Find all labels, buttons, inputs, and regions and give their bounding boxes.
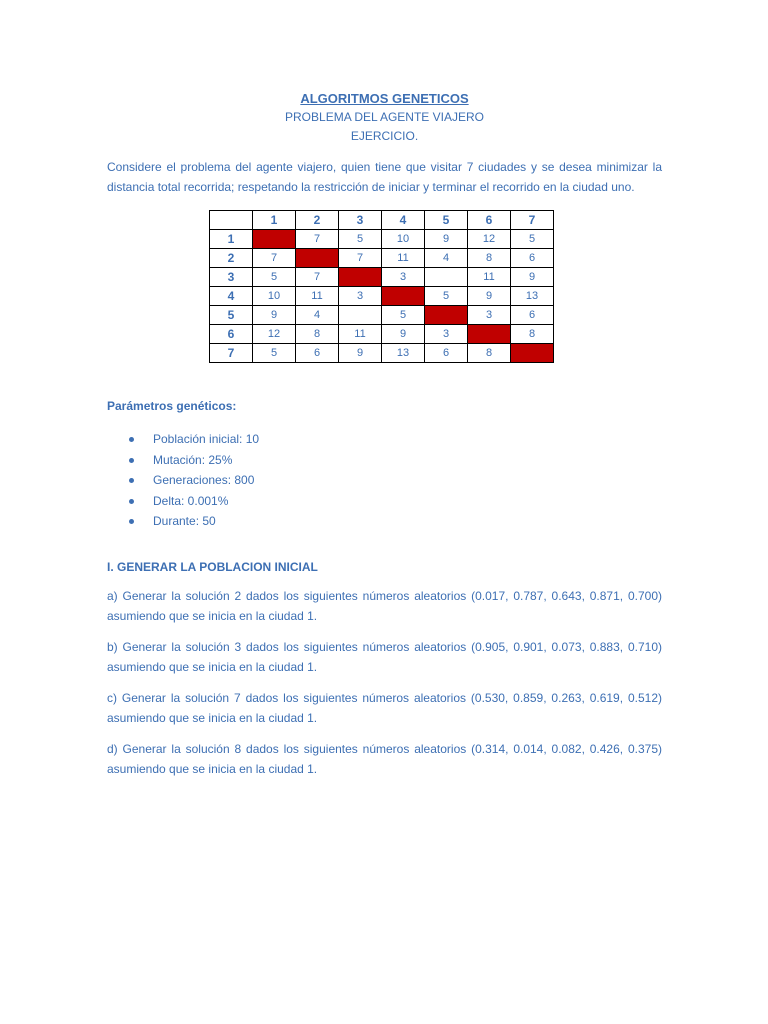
row-header: 6 [210,325,253,344]
table-cell: 9 [253,306,296,325]
table-cell: 5 [382,306,425,325]
table-cell: 3 [382,268,425,287]
table-cell: 11 [296,287,339,306]
document-subtitle: PROBLEMA DEL AGENTE VIAJERO [285,110,484,124]
row-header: 5 [210,306,253,325]
question-d: d) Generar la solución 8 dados los siguientes números aleatorios (0.314, 0.014, 0.082, 0.426, 0.375) asumiendo que se inicia en la ciudad 1. [107,741,662,776]
column-header: 7 [511,211,554,230]
list-item: Generaciones: 800 [129,470,662,491]
distance-table [209,210,554,363]
table-cell: 9 [382,325,425,344]
table-cell: 8 [468,344,511,363]
column-header: 6 [468,211,511,230]
column-header: 5 [425,211,468,230]
table-cell: 11 [382,249,425,268]
diagonal-cell [339,268,382,287]
params-list [129,429,662,532]
table-cell [425,268,468,287]
diagonal-cell [253,230,296,249]
column-header: 2 [296,211,339,230]
table-cell [339,306,382,325]
list-item: Mutación: 25% [129,450,662,471]
table-row [210,325,554,344]
table-cell: 11 [339,325,382,344]
table-cell: 3 [468,306,511,325]
table-row [210,249,554,268]
table-cell: 4 [296,306,339,325]
table-cell: 8 [468,249,511,268]
table-cell: 7 [253,249,296,268]
table-cell: 11 [468,268,511,287]
intro-paragraph: Considere el problema del agente viajero, quien tiene que visitar 7 ciudades y se desea minimizar la distancia total recorrida; respetando la restricción de iniciar y terminar el recorrido en la ciudad uno. [107,160,662,194]
table-header-row [210,211,554,230]
table-cell: 9 [511,268,554,287]
table-cell: 9 [425,230,468,249]
diagonal-cell [425,306,468,325]
table-cell: 9 [468,287,511,306]
table-cell: 3 [339,287,382,306]
table-cell: 13 [382,344,425,363]
table-cell: 6 [511,249,554,268]
diagonal-cell [468,325,511,344]
table-cell: 5 [511,230,554,249]
table-cell: 7 [339,249,382,268]
table-cell: 13 [511,287,554,306]
section-title: I. GENERAR LA POBLACION INICIAL [107,559,318,574]
table-corner-cell [210,211,253,230]
table-row [210,230,554,249]
table-cell: 5 [425,287,468,306]
column-header: 4 [382,211,425,230]
row-header: 4 [210,287,253,306]
table-row [210,268,554,287]
list-item: Delta: 0.001% [129,491,662,512]
table-cell: 10 [382,230,425,249]
table-cell: 8 [296,325,339,344]
table-cell: 8 [511,325,554,344]
column-header: 1 [253,211,296,230]
diagonal-cell [382,287,425,306]
table-cell: 5 [339,230,382,249]
exercise-label: EJERCICIO. [350,129,419,143]
question-a: a) Generar la solución 2 dados los siguientes números aleatorios (0.017, 0.787, 0.643, 0.871, 0.700) asumiendo que se inicia en la ciudad 1. [107,588,662,623]
question-c: c) Generar la solución 7 dados los siguientes números aleatorios (0.530, 0.859, 0.263, 0.619, 0.512) asumiendo que se inicia en la ciudad 1. [107,690,662,725]
row-header: 3 [210,268,253,287]
row-header: 2 [210,249,253,268]
table-cell: 7 [296,268,339,287]
list-item: Población inicial: 10 [129,429,662,450]
table-cell: 10 [253,287,296,306]
table-cell: 6 [511,306,554,325]
table-cell: 7 [296,230,339,249]
diagonal-cell [296,249,339,268]
table-cell: 6 [425,344,468,363]
table-row [210,306,554,325]
row-header: 7 [210,344,253,363]
table-cell: 6 [296,344,339,363]
params-title: Parámetros genéticos: [107,399,237,413]
document-title: ALGORITMOS GENETICOS [300,91,469,106]
table-row [210,344,554,363]
list-item: Durante: 50 [129,511,662,532]
document-page [107,90,662,779]
table-cell: 12 [468,230,511,249]
column-header: 3 [339,211,382,230]
question-b: b) Generar la solución 3 dados los siguientes números aleatorios (0.905, 0.901, 0.073, 0.883, 0.710) asumiendo que se inicia en la ciudad 1. [107,639,662,674]
diagonal-cell [511,344,554,363]
table-cell: 3 [425,325,468,344]
table-cell: 5 [253,268,296,287]
table-cell: 9 [339,344,382,363]
table-cell: 4 [425,249,468,268]
row-header: 1 [210,230,253,249]
table-row [210,287,554,306]
table-cell: 5 [253,344,296,363]
table-cell: 12 [253,325,296,344]
